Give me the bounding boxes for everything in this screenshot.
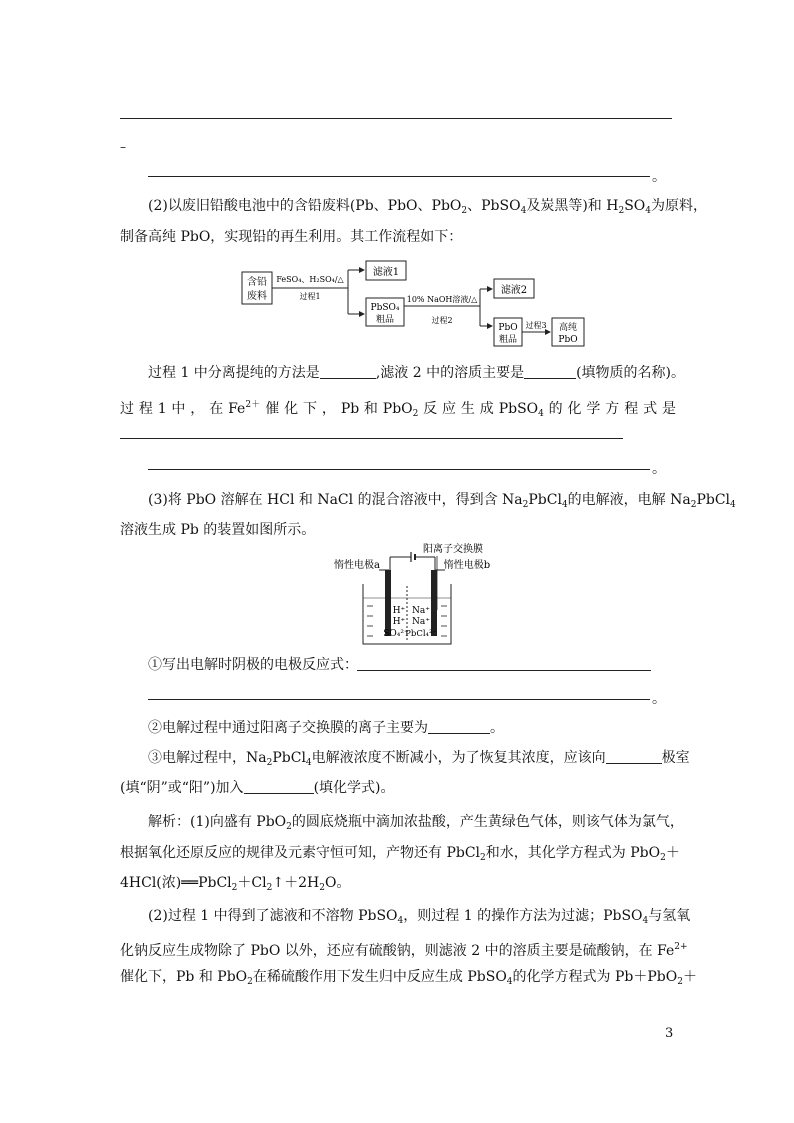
q3-item-3: ③电解过程中，$Na_2PbCl_4$电解液浓度不断减小，为了恢复其浓度，应该向 极室 xyxy=(148,750,690,768)
analysis-p1-line-2: 根据氧化还原反应的规律及元素守恒可知，产物还有 PbCl$_2$和水，其化学方程式为 PbO$_2$＋ xyxy=(120,845,680,863)
filtrate1-label: 滤液1 xyxy=(372,267,400,278)
period-mark: 。 xyxy=(652,169,666,185)
left-ion-2: H⁺ xyxy=(392,617,406,627)
electrode-b-label: 惰性电极b xyxy=(443,560,491,571)
pbso4-label-2: 粗品 xyxy=(375,315,395,325)
answer-line-2 xyxy=(148,176,650,177)
pbo-crude-label-2: 粗品 xyxy=(498,335,518,345)
q2-fill-1: 过程 1 中分离提纯的方法是 ,滤液 2 中的溶质主要是 (填物质的名称)。 xyxy=(148,365,686,381)
q2-fill-2: 过 程 1 中 ， 在 $Fe^{2+}$ 催 化 下 ， Pb 和 PbO$_2$ 反 应 生 成 PbSO$_4$ 的 化 学 方 程 式 是 xyxy=(120,400,677,419)
waste-label-1: 含铅 xyxy=(247,277,267,288)
answer-line-cathode-1[interactable] xyxy=(357,670,651,671)
analysis-p2-line-2: 化钠反应生成物除了 PbO 以外，还应有硫酸钠，则滤液 2 中的溶质主要是硫酸钠，在 $Fe^{2+}$ xyxy=(120,942,688,959)
electrode-a xyxy=(385,570,391,636)
blank-added-substance[interactable] xyxy=(244,779,314,794)
q3-item-3-line-2: (填“阴”或“阳”)加入 (填化学式)。 xyxy=(120,780,395,796)
arrow2-top-label: 10% NaOH溶液/△ xyxy=(406,295,478,304)
waste-box xyxy=(242,272,272,304)
waste-label-2: 废料 xyxy=(247,291,267,302)
pure-pbo-box xyxy=(552,318,584,346)
arrow1-top-label: FeSO₄、H₂SO₄/△ xyxy=(276,275,344,284)
pbo-crude-label-1: PbO xyxy=(498,323,518,333)
arrow1-bottom-label: 过程1 xyxy=(299,292,321,301)
blank-membrane-ion[interactable] xyxy=(428,719,490,734)
pbso4-label-1: PbSO₄ xyxy=(370,303,400,313)
arrow3-label: 过程3 xyxy=(525,321,547,330)
answer-line-eq-2[interactable] xyxy=(148,469,650,470)
blank-electrode-chamber[interactable] xyxy=(606,749,662,764)
electrode-a-label: 惰性电极a xyxy=(334,560,380,571)
right-ion-1: Na⁺ xyxy=(412,606,430,616)
left-ion-1: H⁺ xyxy=(392,606,406,616)
filtrate2-label: 滤液2 xyxy=(500,285,528,296)
page-number: 3 xyxy=(665,1026,674,1041)
filtrate2-box xyxy=(494,279,534,298)
leftover-dash: – xyxy=(120,140,126,154)
q3-item-1: ①写出电解时阴极的电极反应式： xyxy=(148,657,358,673)
left-ion-3: SO₄²⁻ xyxy=(383,629,409,639)
q3-line-2: 溶液生成 Pb 的装置如图所示。 xyxy=(120,522,316,538)
electrolysis-cell-diagram xyxy=(325,540,505,648)
answer-line-cathode-2[interactable] xyxy=(148,699,650,700)
pbso4-crude-box xyxy=(366,298,404,326)
analysis-p2-line-3: 催化下，Pb 和 PbO$_2$在稀硫酸作用下发生归中反应生成 PbSO$_4$的化学方程式为 Pb＋PbO$_2$＋ xyxy=(120,969,697,987)
pbo-crude-box xyxy=(494,318,522,346)
q3-line-1: (3)将 PbO 溶解在 HCl 和 NaCl 的混合溶液中，得到含 $Na_2PbCl_4$的电解液，电解 $Na_2PbCl_4$ xyxy=(148,492,736,510)
pure-label-2: PbO xyxy=(558,335,578,345)
analysis-p2-line-1: (2)过程 1 中得到了滤液和不溶物 PbSO$_4$，则过程 1 的操作方法为过滤；PbSO$_4$与氢氧 xyxy=(148,908,691,926)
process-flowchart xyxy=(240,258,590,350)
arrow2-bottom-label: 过程2 xyxy=(431,316,453,325)
q3-item-2: ②电解过程中通过阳离子交换膜的离子主要为 。 xyxy=(148,720,504,736)
right-ion-2: Na⁺ xyxy=(412,617,430,627)
pure-label-1: 高纯 xyxy=(558,323,578,333)
blank-filtrate2-solute[interactable] xyxy=(524,364,576,379)
blank-separation-method[interactable] xyxy=(320,364,376,379)
analysis-p1-line-1: 解析：(1)向盛有 PbO$_2$的圆底烧瓶中滴加浓盐酸，产生黄绿色气体，则该气体为氯气， xyxy=(148,814,684,832)
period-mark-2: 。 xyxy=(652,461,666,477)
right-ion-3: PbCl₄²⁻ xyxy=(405,629,437,639)
q2-line-1: (2)以废旧铅酸电池中的含铅废料(Pb、PbO、PbO$_2$、PbSO$_4$及炭黑等)和 $H_2SO_4$为原料， xyxy=(148,198,707,216)
analysis-p1-line-3: 4HCl(浓)$══PbCl_2+Cl_2↑+2H_2O$。 xyxy=(120,875,351,893)
membrane-label: 阳离子交换膜 xyxy=(423,544,483,555)
period-mark-3: 。 xyxy=(652,691,666,707)
filtrate1-box xyxy=(366,261,406,280)
q2-line-2: 制备高纯 PbO，实现铅的再生利用。其工作流程如下： xyxy=(120,229,463,245)
answer-line-top xyxy=(120,118,672,119)
electrode-b xyxy=(431,570,437,636)
answer-line-eq-1[interactable] xyxy=(120,438,623,439)
